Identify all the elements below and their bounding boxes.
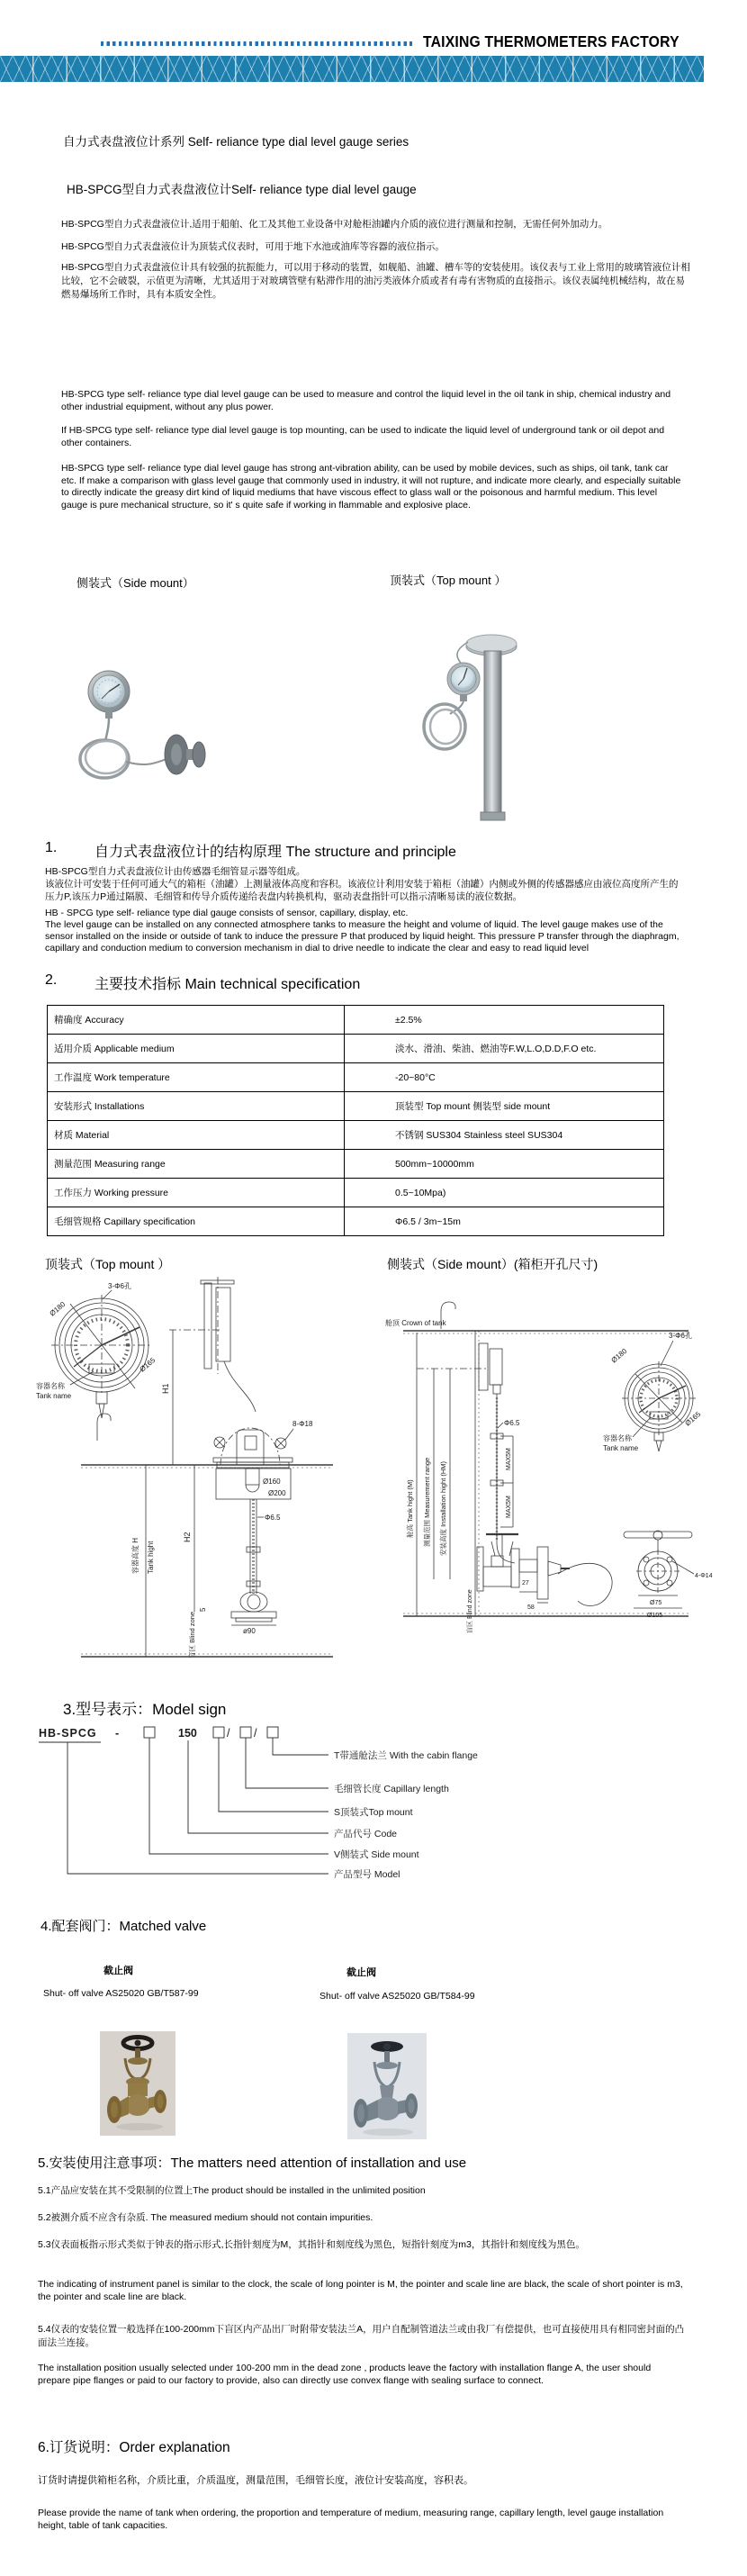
- model-callout: 产品代号 Code: [334, 1829, 398, 1839]
- spec-value: 500mm~10000mm: [395, 1158, 474, 1170]
- side-mount-photo-label: 侧装式（Side mount）: [76, 576, 194, 590]
- section5-item-3-en: The indicating of instrument panel is similar to the clock, the scale of long pointer is M, the pointer and scale line are black, the scale of short pointer is m3, the pointer and scale line are black.: [38, 2279, 683, 2302]
- valve1-name: 截止阀: [104, 1966, 133, 1976]
- section5-item-4-en: The installation position usually selected under 100-200 mm in the dead zone , products leave the factory with installation flange A, the user should prepare pipe flanges or paid to our factory to provide, also can directly use convex flange with sealing surface to connect.: [38, 2363, 652, 2386]
- model-callout: S顶装式Top mount: [334, 1807, 413, 1818]
- dim-label: 容器名称: [36, 1382, 65, 1390]
- spec-value: ±2.5%: [395, 1014, 422, 1026]
- spec-value: Φ6.5 / 3m~15m: [395, 1216, 461, 1227]
- dim-label: 3-Φ6孔: [669, 1332, 692, 1340]
- gauge-pipe: [484, 651, 501, 817]
- factory-title: TAIXING THERMOMETERS FACTORY: [423, 32, 680, 50]
- section6-cn: 订货时请提供箱柜名称，介质比重，介质温度，测量范围，毛细管长度，液位计安装高度，容积表。: [38, 2475, 473, 2486]
- section1-title: 自力式表盘液位计的结构原理 The structure and principle: [94, 845, 456, 860]
- intro-en-paragraph-2: If HB-SPCG type self- reliance type dial level gauge is top mounting, can be used to indicate the liquid level of underground tank or oil depot and other containers.: [61, 425, 665, 448]
- section5-item-4: 5.4仪表的安装位置一般选择在100-200mm下盲区内产品出厂时附带安装法兰A，用户自配制管道法兰或由我厂有偿提供，也可直接使用具有相同密封面的凸面法兰连接。: [38, 2324, 685, 2348]
- model-prefix: HB-SPCG: [39, 1727, 97, 1740]
- dim-label: Φ6.5: [504, 1419, 520, 1427]
- section4-title: 4.配套阀门：Matched valve: [40, 1919, 207, 1934]
- dim-label: Tank name: [603, 1444, 639, 1452]
- dim-label: Tank hight: [147, 1541, 155, 1574]
- table-row: [48, 1207, 663, 1235]
- spec-value: 顶装型 Top mount 侧装型 side mount: [395, 1101, 551, 1112]
- spec-label: 安装形式 Installations: [48, 1092, 345, 1120]
- dim-label: 安装高度 Installation hight (HM): [439, 1460, 447, 1556]
- model-sign-diagram: [36, 1718, 711, 1889]
- top-mount-product-photo: [405, 626, 544, 837]
- spec-label: 适用介质 Applicable medium: [48, 1035, 345, 1062]
- dim-label: Φ6.5: [265, 1514, 281, 1522]
- model-slash: /: [254, 1727, 257, 1740]
- section1-cn-line1: HB-SPCG型自力式表盘液位计由传感器毛细管显示器等组成。: [45, 866, 306, 877]
- model-box-1: [144, 1727, 155, 1738]
- section5-item-3: 5.3仪表面板指示形式类似于钟表的指示形式,长指针刻度为M，其指针和刻度线为黑色，短指针刻度为m3，其指针和刻度线为黑色。: [38, 2239, 585, 2250]
- valve2-photo: [347, 2033, 427, 2139]
- valve1-spec: Shut- off valve AS25020 GB/T587-99: [43, 1988, 199, 1999]
- section1-number: 1.: [45, 840, 58, 855]
- dim-label: 舱高 Tank hight (M): [406, 1479, 414, 1538]
- model-callout: 毛细管长度 Capillary length: [334, 1784, 449, 1794]
- side-mount-product-photo: [72, 664, 220, 795]
- dim-label: Ø165: [683, 1410, 703, 1428]
- model-code: 150: [178, 1727, 197, 1740]
- intro-cn-paragraph-3: HB-SPCG型自力式表盘液位计具有较强的抗振能力，可以用于移动的装置，如舰船、油罐、槽车等的安装使用。该仪表与工业上常用的玻璃管液位计相比较，它不会破裂，示值更为清晰，尤其适用于对玻璃管壁有粘滞作用的油污类液体介质或者有毒有害物质的直接指示。该仪表属纯机械结构，故在易燃易爆场所工作时，具有本质安全性。: [61, 262, 690, 300]
- model-box-2: [213, 1727, 224, 1738]
- valve2-spec: Shut- off valve AS25020 GB/T584-99: [320, 1991, 475, 2002]
- valve1-photo: [100, 2031, 176, 2136]
- table-row: [48, 1149, 663, 1178]
- dim-label: 3-Φ6孔: [108, 1282, 131, 1290]
- intro-cn-paragraph-2: HB-SPCG型自力式表盘液位计为顶装式仪表时，可用于地下水池或油库等容器的液位指示。: [61, 241, 445, 252]
- spec-value: 不锈钢 SUS304 Stainless steel SUS304: [395, 1130, 563, 1141]
- table-row: [48, 1120, 663, 1149]
- section1-en-line2: The level gauge can be installed on any connected atmosphere tanks to measure the height and volume of liquid. The level gauge makes use of the sensor installed on the inside or outside of tank to induce the pressure P that produced by liquid height. This pressure P transfer through the diaphragm, capillary and conduction medium to conversion mechanism in dial to drive needle to indicate the clear and easy to read liquid level: [45, 919, 680, 954]
- dim-label: 盲区 Blind zone: [467, 1589, 473, 1633]
- technical-drawings: [18, 1277, 738, 1682]
- dim-label: 容器名称: [603, 1434, 632, 1442]
- section5-item-2: 5.2被测介质不应含有杂质. The measured medium should not contain impurities.: [38, 2212, 374, 2223]
- top-mount-photo-label: 顶装式（Top mount ）: [390, 574, 507, 587]
- model-callout: V侧装式 Side mount: [334, 1849, 419, 1860]
- dim-label: Ø105: [647, 1613, 663, 1619]
- dim-label: Ø200: [268, 1489, 286, 1497]
- diagram-side-mount-title: 侧装式（Side mount）(箱柜开孔尺寸): [387, 1257, 598, 1271]
- model-slash: /: [227, 1727, 230, 1740]
- table-row: [48, 1034, 663, 1062]
- spec-label: 测量范围 Measuring range: [48, 1150, 345, 1178]
- product-title: HB-SPCG型自力式表盘液位计Self- reliance type dial level gauge: [67, 183, 417, 196]
- table-row: [48, 1062, 663, 1091]
- section1-en-line1: HB - SPCG type self- reliance type dial gauge consists of sensor, capillary, display, etc.: [45, 908, 409, 918]
- dim-label: Ø165: [138, 1356, 158, 1374]
- dim-label: 容器高度 H: [131, 1538, 140, 1574]
- dim-label: Ø160: [263, 1478, 281, 1486]
- section2-title: 主要技术指标 Main technical specification: [94, 977, 361, 992]
- top-mount-drawing: [36, 1277, 333, 1659]
- diagram-top-mount-title: 顶装式（Top mount ）: [45, 1257, 171, 1271]
- intro-en-paragraph-3: HB-SPCG type self- reliance type dial level gauge has strong ant-vibration ability, can be used by mobile devices, such as ships, oil tank, tank car etc. If make a comparison with glass level gauge that commonly used in industry, it will not rupture, and indicate more clearly, and especially suitable to directly indicate the greasy dirt kind of liquid mediums that have viscous effect to glass wall or the poisonous and harmful medium. This level gauge is pure mechanical structure, so it' s quite safe if working in flammable and explosive place.: [61, 463, 681, 511]
- spec-label: 工作压力 Working pressure: [48, 1179, 345, 1207]
- dim-label: 27: [522, 1580, 529, 1586]
- spec-value: 0.5~10Mpa): [395, 1187, 446, 1198]
- dim-label: Tank name: [36, 1392, 72, 1400]
- section3-title: 3.型号表示：Model sign: [63, 1701, 227, 1718]
- model-callout: 产品型号 Model: [334, 1869, 400, 1880]
- dim-label: 盲区 Blind zone: [188, 1611, 196, 1659]
- dim-label: 测量范围 Measurement range: [423, 1457, 431, 1547]
- dim-label: H1: [161, 1383, 170, 1394]
- model-dash: -: [115, 1727, 120, 1740]
- dim-label: MAX5M: [506, 1496, 512, 1518]
- dim-label: ø90: [243, 1627, 256, 1635]
- intro-en-paragraph-1: HB-SPCG type self- reliance type dial level gauge can be used to measure and control the liquid level in the oil tank in ship, chemical industry and other industrial equipment, without any plus power.: [61, 389, 671, 412]
- dim-label: Ø180: [609, 1347, 629, 1365]
- header-lattice-banner: [0, 56, 704, 82]
- steel-valve-image: [347, 2033, 427, 2139]
- dim-label: 8-Φ18: [292, 1420, 313, 1428]
- spec-label: 工作温度 Work temperature: [48, 1063, 345, 1091]
- dim-label: 4-Φ14: [695, 1573, 713, 1579]
- model-box-4: [267, 1727, 278, 1738]
- intro-cn-paragraph-1: HB-SPCG型自力式表盘液位计,适用于船舶、化工及其他工业设备中对舱柜油罐内介质的液位进行测量和控制，无需任何外加动力。: [61, 219, 608, 230]
- dim-label: Ø180: [48, 1300, 68, 1318]
- section6-title: 6.订货说明：Order explanation: [38, 2440, 230, 2455]
- brass-valve-image: [100, 2031, 176, 2136]
- section2-number: 2.: [45, 972, 58, 988]
- dim-label: 舱顶 Crown of tank: [385, 1319, 446, 1327]
- dim-label: MAX5M: [506, 1448, 512, 1470]
- table-row: [48, 1006, 663, 1034]
- section6-en: Please provide the name of tank when ordering, the proportion and temperature of medium, measuring range, capillary length, level gauge installation height, table of tank capacities.: [38, 2508, 664, 2531]
- header-dotted-rule: [101, 41, 412, 46]
- spec-label: 精确度 Accuracy: [48, 1006, 345, 1034]
- model-box-3: [240, 1727, 251, 1738]
- capillary-tube: [105, 719, 109, 742]
- model-callout: T带通舱法兰 With the cabin flange: [334, 1750, 478, 1761]
- section5-title: 5.安装使用注意事项：The matters need attention of installation and use: [38, 2156, 467, 2171]
- series-title: 自力式表盘液位计系列 Self- reliance type dial level gauge series: [63, 135, 410, 149]
- spec-value: -20~80°C: [395, 1071, 436, 1083]
- table-row: [48, 1091, 663, 1120]
- spec-value: 淡水、滑油、柴油、燃油等F.W,L.O,D.D,F.O etc.: [395, 1044, 597, 1054]
- spec-table: [47, 1005, 664, 1236]
- dim-label: 58: [527, 1604, 535, 1611]
- spec-label: 毛细管规格 Capillary specification: [48, 1207, 345, 1235]
- valve2-name: 截止阀: [346, 1967, 376, 1978]
- dim-label: Ø75: [650, 1600, 662, 1606]
- section5-item-1: 5.1产品应安装在其不受限制的位置上The product should be installed in the unlimited position: [38, 2185, 426, 2196]
- section1-cn-line2: 该液位计可安装于任何可通大气的箱柜（油罐）上测量液体高度和容积。该液位计利用安装于箱柜（油罐）内侧或外侧的传感器感应由液位高度所产生的压力P,该压力P通过隔膜、毛细管和传导介质传递给表盘内转换机构，驱动表盘指针可以指示清晰易读的液位数据。: [45, 879, 679, 902]
- dim-label: H2: [183, 1532, 192, 1542]
- spec-label: 材质 Material: [48, 1121, 345, 1149]
- table-row: [48, 1178, 663, 1207]
- side-mount-drawing: [385, 1302, 713, 1633]
- dim-label: 5: [199, 1607, 207, 1612]
